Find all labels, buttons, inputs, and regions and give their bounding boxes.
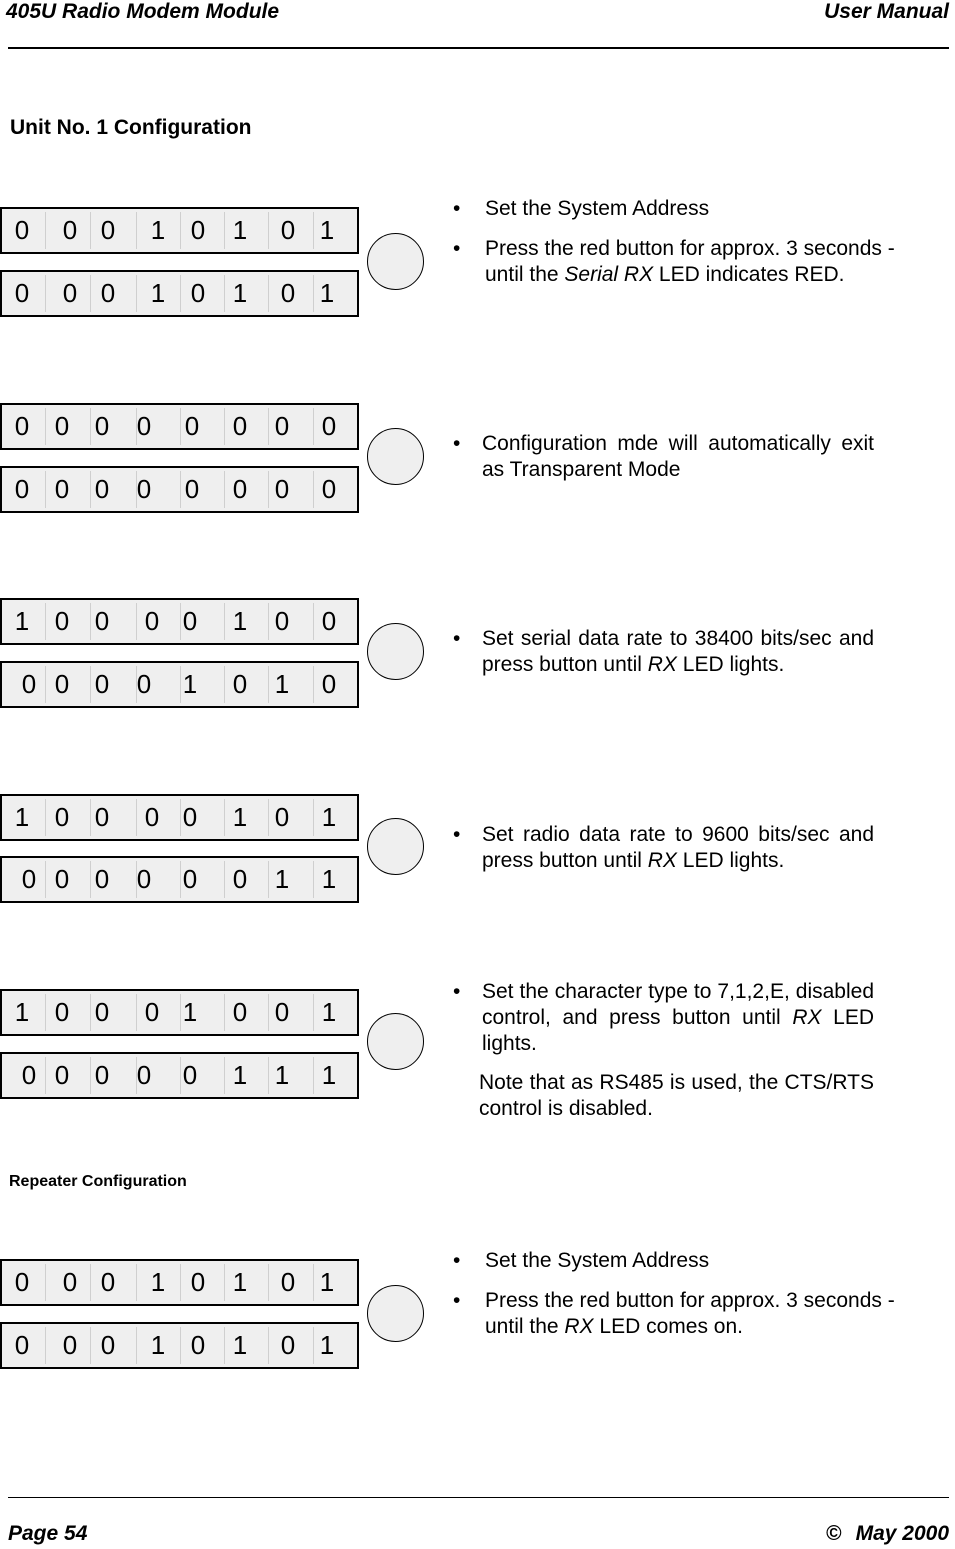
switch-digit: 0 <box>182 802 198 832</box>
switch-row-top <box>0 1259 359 1306</box>
switch-digit: 0 <box>94 864 110 894</box>
switch-digit: 0 <box>94 997 110 1027</box>
switch-digit: 0 <box>136 1060 152 1090</box>
switch-digit: 0 <box>321 669 337 699</box>
switch-digit: 1 <box>182 997 198 1027</box>
switch-digit: 1 <box>321 864 337 894</box>
switch-digit: 1 <box>150 1267 166 1297</box>
switch-digit: 0 <box>14 411 30 441</box>
switch-row-bottom <box>0 1322 359 1369</box>
instruction-list: • Configuration mde will automatically exit as Transparent Mode <box>453 432 874 481</box>
switch-digit: 1 <box>319 1330 335 1360</box>
switch-digit: 0 <box>232 669 248 699</box>
header-manual-label: User Manual <box>824 0 949 23</box>
switch-digit: 0 <box>14 1330 30 1360</box>
switch-digit: 0 <box>54 669 70 699</box>
switch-digit: 0 <box>144 606 160 636</box>
switch-digit: 1 <box>274 669 290 699</box>
red-button-icon <box>367 1013 424 1070</box>
switch-digit: 0 <box>136 864 152 894</box>
switch-digit: 0 <box>62 1330 78 1360</box>
switch-digit: 0 <box>190 215 206 245</box>
switch-digit: 1 <box>274 864 290 894</box>
switch-digit: 0 <box>54 1060 70 1090</box>
switch-digit: 1 <box>232 1060 248 1090</box>
switch-digit: 0 <box>184 411 200 441</box>
switch-digit: 1 <box>150 1330 166 1360</box>
switch-row-bottom <box>0 1052 359 1099</box>
switch-digit: 0 <box>190 1330 206 1360</box>
switch-digit: 0 <box>62 215 78 245</box>
switch-digit: 0 <box>280 278 296 308</box>
switch-digit: 0 <box>94 474 110 504</box>
red-button-icon <box>367 623 424 680</box>
switch-row-bottom <box>0 270 359 317</box>
switch-digit: 0 <box>54 411 70 441</box>
switch-row-top <box>0 989 359 1036</box>
header-rule <box>8 47 949 49</box>
switch-digit: 0 <box>280 1267 296 1297</box>
switch-digit: 0 <box>94 1060 110 1090</box>
instruction-list: • Set the character type to 7,1,2,E, disabled control, and press button until RX LED lights. <box>453 980 874 1055</box>
switch-digit: 0 <box>14 474 30 504</box>
switch-digit: 0 <box>14 278 30 308</box>
switch-digit: 0 <box>274 606 290 636</box>
instruction-text: Configuration mde will automatically exit as Transparent Mode <box>482 432 874 481</box>
switch-digit: 0 <box>280 215 296 245</box>
switch-digit: 1 <box>321 997 337 1027</box>
switch-digit: 0 <box>184 474 200 504</box>
switch-digit: 0 <box>182 1060 198 1090</box>
instruction-text: Press the red button for approx. 3 seconds - until the RX LED comes on. <box>485 1289 895 1338</box>
switch-digit: 1 <box>232 215 248 245</box>
switch-digit: 0 <box>100 278 116 308</box>
switch-digit: 0 <box>280 1330 296 1360</box>
switch-digit: 0 <box>54 802 70 832</box>
switch-digit: 0 <box>182 864 198 894</box>
red-button-icon <box>367 1285 424 1342</box>
switch-digit: 1 <box>14 606 30 636</box>
switch-digit: 0 <box>54 997 70 1027</box>
switch-digit: 0 <box>14 1267 30 1297</box>
switch-digit: 0 <box>136 474 152 504</box>
page-number: Page 54 <box>8 1522 88 1545</box>
section-title: Unit No. 1 Configuration <box>10 116 252 139</box>
footer-date-text: May 2000 <box>855 1522 949 1545</box>
switch-digit: 1 <box>319 1267 335 1297</box>
switch-row-top <box>0 598 359 645</box>
switch-digit: 1 <box>14 997 30 1027</box>
switch-digit: 0 <box>94 411 110 441</box>
switch-digit: 1 <box>319 215 335 245</box>
switch-digit: 0 <box>274 997 290 1027</box>
switch-digit: 0 <box>54 864 70 894</box>
switch-digit: 0 <box>274 474 290 504</box>
switch-digit: 0 <box>232 411 248 441</box>
switch-digit: 1 <box>14 802 30 832</box>
instruction-list: • Set serial data rate to 38400 bits/sec and press button until RX LED lights. <box>453 627 874 676</box>
switch-digit: 0 <box>190 278 206 308</box>
switch-digit: 0 <box>274 411 290 441</box>
switch-digit: 0 <box>100 1267 116 1297</box>
switch-row-bottom <box>0 661 359 708</box>
switch-digit: 1 <box>232 606 248 636</box>
switch-digit: 0 <box>100 1330 116 1360</box>
header-title: 405U Radio Modem Module <box>6 0 280 23</box>
switch-digit: 1 <box>274 1060 290 1090</box>
switch-digit: 0 <box>321 606 337 636</box>
instruction-list: • Set radio data rate to 9600 bits/sec and press button until RX LED lights. <box>453 823 874 872</box>
switch-digit: 0 <box>182 606 198 636</box>
switch-digit: 0 <box>54 474 70 504</box>
switch-row-bottom <box>0 466 359 513</box>
switch-digit: 0 <box>136 411 152 441</box>
switch-row-top <box>0 207 359 254</box>
instruction-text: Press the red button for approx. 3 seconds - until the Serial RX LED indicates RED. <box>485 237 895 286</box>
switch-digit: 1 <box>150 215 166 245</box>
switch-digit: 1 <box>232 1267 248 1297</box>
switch-digit: 0 <box>232 864 248 894</box>
red-button-icon <box>367 428 424 485</box>
switch-digit: 0 <box>321 474 337 504</box>
switch-digit: 0 <box>62 1267 78 1297</box>
switch-digit: 0 <box>144 997 160 1027</box>
red-button-icon <box>367 233 424 290</box>
footer-date <box>826 1522 949 1546</box>
switch-digit: 0 <box>100 215 116 245</box>
switch-digit: 0 <box>21 669 37 699</box>
switch-digit: 0 <box>14 215 30 245</box>
switch-digit: 0 <box>21 1060 37 1090</box>
instruction-list: • Set the System Address • Press the red button for approx. 3 seconds - until the Serial RX LED indicates RED. <box>453 197 895 286</box>
switch-digit: 1 <box>321 802 337 832</box>
switch-digit: 1 <box>232 802 248 832</box>
switch-digit: 0 <box>94 802 110 832</box>
switch-digit: 1 <box>319 278 335 308</box>
switch-digit: 0 <box>232 474 248 504</box>
switch-digit: 1 <box>150 278 166 308</box>
switch-digit: 0 <box>274 802 290 832</box>
switch-digit: 1 <box>182 669 198 699</box>
switch-digit: 0 <box>136 669 152 699</box>
switch-digit: 0 <box>21 864 37 894</box>
switch-digit: 1 <box>321 1060 337 1090</box>
instruction-text: Set the System Address <box>485 197 710 220</box>
instruction-text: Set the character type to 7,1,2,E, disabled control, and press button until RX LED lights. <box>482 980 874 1055</box>
red-button-icon <box>367 818 424 875</box>
switch-digit: 1 <box>232 278 248 308</box>
switch-row-top <box>0 403 359 450</box>
switch-digit: 0 <box>321 411 337 441</box>
copyright-symbol: © <box>826 1522 842 1545</box>
repeater-title: Repeater Configuration <box>9 1173 187 1190</box>
switch-row-top <box>0 794 359 841</box>
footer-rule <box>8 1497 949 1498</box>
instruction-text: Set serial data rate to 38400 bits/sec and press button until RX LED lights. <box>482 627 874 676</box>
switch-digit: 1 <box>232 1330 248 1360</box>
instruction-text: Set the System Address <box>485 1249 710 1272</box>
instruction-list: • Set the System Address • Press the red button for approx. 3 seconds - until the RX LED comes on. <box>453 1249 895 1338</box>
switch-digit: 0 <box>232 997 248 1027</box>
switch-row-bottom <box>0 856 359 903</box>
switch-digit: 0 <box>94 606 110 636</box>
rs485-note: Note that as RS485 is used, the CTS/RTS control is disabled. <box>479 1071 874 1120</box>
switch-digit: 0 <box>54 606 70 636</box>
switch-digit: 0 <box>62 278 78 308</box>
switch-digit: 0 <box>144 802 160 832</box>
instruction-text: Set radio data rate to 9600 bits/sec and press button until RX LED lights. <box>482 823 874 872</box>
switch-digit: 0 <box>94 669 110 699</box>
switch-digit: 0 <box>190 1267 206 1297</box>
